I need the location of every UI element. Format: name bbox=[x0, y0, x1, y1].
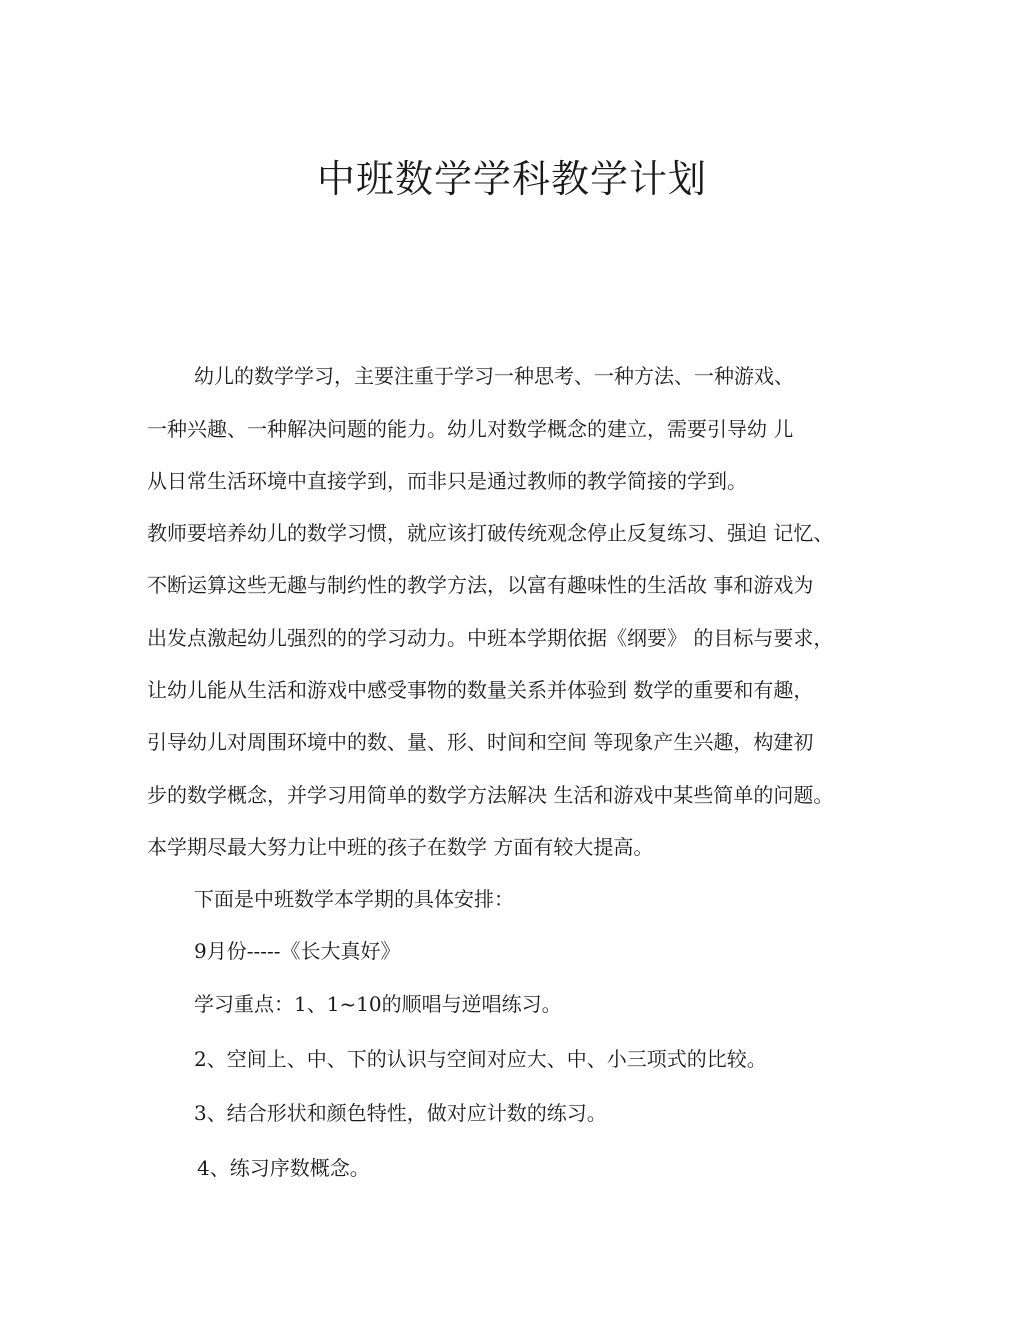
paragraph-line: 出发点激起幼儿强烈的的学习动力。中班本学期依据《纲要》 的目标与要求， bbox=[147, 626, 834, 650]
paragraph-line: 教师要培养幼儿的数学习惯，就应该打破传统观念停止反复练习、强迫 记忆、 bbox=[147, 521, 834, 545]
paragraph-line: 本学期尽最大努力让中班的孩子在数学 方面有较大提高。 bbox=[147, 835, 654, 859]
focus-item: 学习重点：1、1~10的顺唱与逆唱练习。 bbox=[194, 992, 562, 1016]
paragraph-line: 从日常生活环境中直接学到，而非只是通过教师的教学简接的学到。 bbox=[147, 469, 747, 493]
paragraph-line: 步的数学概念，并学习用简单的数学方法解决 生活和游戏中某些简单的问题。 bbox=[147, 783, 834, 807]
paragraph-line: 不断运算这些无趣与制约性的教学方法，以富有趣味性的生活故 事和游戏为 bbox=[147, 573, 814, 597]
focus-item: 3、结合形状和颜色特性，做对应计数的练习。 bbox=[194, 1101, 607, 1125]
schedule-intro: 下面是中班数学本学期的具体安排： bbox=[194, 887, 514, 911]
month-heading: 9月份-----《长大真好》 bbox=[194, 939, 401, 963]
paragraph-line: 引导幼儿对周围环境中的数、量、形、时间和空间 等现象产生兴趣，构建初 bbox=[147, 730, 814, 754]
paragraph-line: 一种兴趣、一种解决问题的能力。幼儿对数学概念的建立，需要引导幼 儿 bbox=[147, 417, 794, 441]
focus-item: 2、空间上、中、下的认识与空间对应大、中、小三项式的比较。 bbox=[194, 1047, 767, 1071]
paragraph-line: 幼儿的数学学习，主要注重于学习一种思考、一种方法、一种游戏、 bbox=[194, 364, 794, 388]
document-title: 中班数学学科教学计划 bbox=[316, 157, 707, 201]
focus-item: 4、练习序数概念。 bbox=[197, 1156, 370, 1180]
paragraph-line: 让幼儿能从生活和游戏中感受事物的数量关系并体验到 数学的重要和有趣， bbox=[147, 678, 814, 702]
